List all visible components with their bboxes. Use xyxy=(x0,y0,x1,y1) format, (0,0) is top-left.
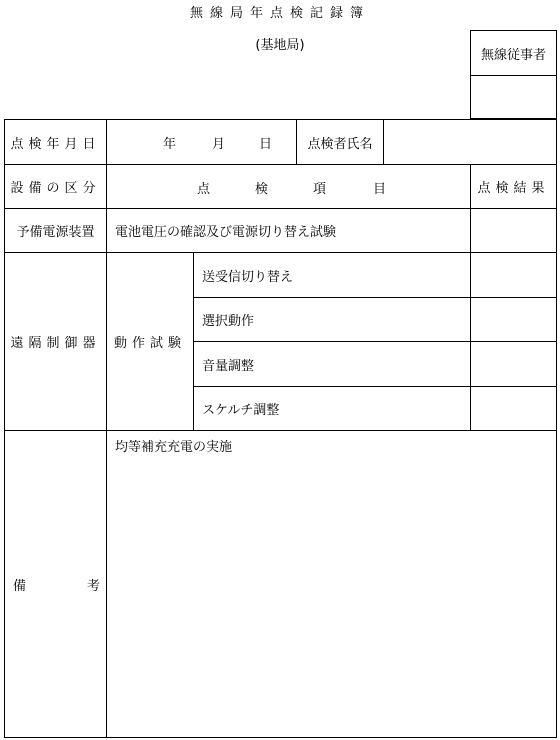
remote-item: 音量調整 xyxy=(194,342,471,387)
inspection-table xyxy=(4,119,557,738)
items-header xyxy=(107,165,471,209)
operator-label: 無線従事者 xyxy=(471,31,557,76)
remarks-label-second: 考 xyxy=(86,578,100,594)
date-field[interactable] xyxy=(107,120,297,165)
date-label: 点検年月日 xyxy=(5,120,107,165)
items-header-char-1: 点 xyxy=(197,182,211,197)
power-result-field[interactable] xyxy=(471,209,557,253)
remarks-label xyxy=(5,431,107,738)
remote-item: 送受信切り替え xyxy=(194,253,471,298)
date-day-label: 日 xyxy=(259,136,273,152)
inspector-label: 点検者氏名 xyxy=(297,120,384,165)
category-header: 設備の区分 xyxy=(5,165,107,209)
result-header: 点検結果 xyxy=(471,165,557,209)
items-header-char-2: 検 xyxy=(255,182,269,197)
remote-result-field[interactable] xyxy=(471,253,557,298)
remarks-label-first: 備 xyxy=(13,578,27,594)
date-year-label: 年 xyxy=(162,136,176,152)
remote-subcategory: 動作試験 xyxy=(107,253,194,431)
remarks-field[interactable] xyxy=(107,431,557,738)
items-header-char-4: 目 xyxy=(373,182,387,197)
station-type: (基地局) xyxy=(255,38,305,53)
remote-result-field[interactable] xyxy=(471,387,557,431)
power-item: 電池電圧の確認及び電源切り替え試験 xyxy=(107,209,471,253)
document-title: 無線局年点検記録簿 xyxy=(189,6,370,21)
power-category: 予備電源装置 xyxy=(5,209,107,253)
remote-result-field[interactable] xyxy=(471,298,557,342)
operator-signature-field[interactable] xyxy=(471,76,557,119)
items-header-char-3: 項 xyxy=(313,182,327,197)
inspector-name-field[interactable] xyxy=(384,120,557,165)
date-month-label: 月 xyxy=(211,136,225,152)
remote-category: 遠隔制御器 xyxy=(5,253,107,431)
remarks-content: 均等補充充電の実施 xyxy=(115,440,233,455)
remote-item: スケルチ調整 xyxy=(194,387,471,431)
operator-box xyxy=(470,30,557,119)
remote-item: 選択動作 xyxy=(194,298,471,342)
remote-result-field[interactable] xyxy=(471,342,557,387)
